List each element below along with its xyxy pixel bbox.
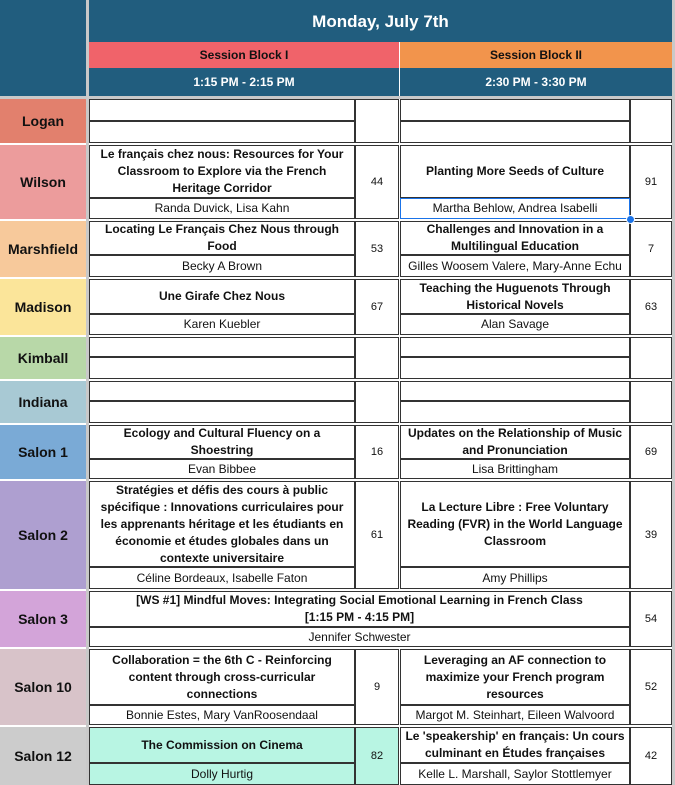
session2-title: Le 'speakership' en français: Un cours culminant en Études françaises [400,727,630,763]
session2-title [400,99,630,121]
grid-divider [0,96,675,99]
session1-authors: Becky A Brown [89,255,355,277]
session1-number [355,337,399,379]
workshop-title [89,591,630,627]
room-label: Salon 3 [0,591,86,647]
workshop-authors: Jennifer Schwester [89,627,630,647]
session2-authors [400,401,630,423]
session1-number: 61 [355,481,399,589]
session1-authors [89,401,355,423]
room-label: Salon 1 [0,425,86,479]
session1-number [355,381,399,423]
room-label: Madison [0,279,86,335]
room-label: Marshfield [0,221,86,277]
session1-number: 44 [355,145,399,219]
block1-time: 1:15 PM - 2:15 PM [89,68,399,96]
session1-title: Le français chez nous: Resources for Your Classroom to Explore via the French Heritage Corridor [89,145,355,198]
room-label: Logan [0,99,86,143]
session1-title: The Commission on Cinema [89,727,355,763]
session2-number: 91 [630,145,672,219]
session2-number [630,381,672,423]
session2-number: 69 [630,425,672,479]
session2-title: Planting More Seeds of Culture [400,145,630,198]
session2-authors [400,121,630,143]
session2-authors: Amy Phillips [400,567,630,589]
session1-authors: Bonnie Estes, Mary VanRoosendaal [89,705,355,725]
session2-title [400,337,630,357]
session1-authors: Evan Bibbee [89,459,355,479]
session2-title: Updates on the Relationship of Music and Pronunciation [400,425,630,459]
session2-number: 42 [630,727,672,785]
session1-title [89,381,355,401]
session1-title [89,99,355,121]
session1-number: 16 [355,425,399,479]
session1-authors [89,357,355,379]
session1-title: Une Girafe Chez Nous [89,279,355,314]
session2-number: 7 [630,221,672,277]
session1-title: Ecology and Cultural Fluency on a Shoestring [89,425,355,459]
session1-title: Stratégies et défis des cours à public spécifique : Innovations curriculaires pour les apprenants héritage et les étudiants en économie et études globales dans un contexte universitaire [89,481,355,567]
session1-title: Collaboration = the 6th C - Reinforcing content through cross-curricular connections [89,649,355,705]
selection-handle[interactable] [626,215,635,224]
session2-authors: Gilles Woosem Valere, Mary-Anne Echu [400,255,630,277]
room-label: Salon 2 [0,481,86,589]
session1-authors [89,121,355,143]
day-title: Monday, July 7th [89,0,672,42]
session1-authors: Dolly Hurtig [89,763,355,785]
session1-authors: Karen Kuebler [89,314,355,335]
session1-number: 82 [355,727,399,785]
grid-divider [86,0,89,785]
session2-authors: Margot M. Steinhart, Eileen Walvoord [400,705,630,725]
session2-title: Challenges and Innovation in a Multilingual Education [400,221,630,255]
session2-number [630,99,672,143]
block2-label: Session Block II [400,42,672,68]
room-label: Salon 10 [0,649,86,725]
session1-number: 9 [355,649,399,725]
session2-number: 63 [630,279,672,335]
session2-number [630,337,672,379]
session2-title: Leveraging an AF connection to maximize your French program resources [400,649,630,705]
session1-number: 67 [355,279,399,335]
room-label: Wilson [0,145,86,219]
session2-title [400,381,630,401]
session1-title [89,337,355,357]
session1-number: 53 [355,221,399,277]
session2-title: Teaching the Huguenots Through Historical Novels [400,279,630,314]
corner-cell [0,0,86,96]
session1-authors: Randa Duvick, Lisa Kahn [89,198,355,219]
session2-title: La Lecture Libre : Free Voluntary Reading (FVR) in the World Language Classroom [400,481,630,567]
session1-number [355,99,399,143]
session1-authors: Céline Bordeaux, Isabelle Faton [89,567,355,589]
session2-authors: Martha Behlow, Andrea Isabelli [400,198,630,219]
session2-authors: Kelle L. Marshall, Saylor Stottlemyer [400,763,630,785]
room-label: Kimball [0,337,86,379]
session2-number: 52 [630,649,672,725]
workshop-title-text: [WS #1] Mindful Moves: Integrating Social Emotional Learning in French Class [136,593,583,607]
block2-time: 2:30 PM - 3:30 PM [400,68,672,96]
block1-label: Session Block I [89,42,399,68]
session2-authors: Lisa Brittingham [400,459,630,479]
room-label: Indiana [0,381,86,423]
workshop-time: [1:15 PM - 4:15 PM] [304,610,415,624]
workshop-number: 54 [630,591,672,647]
session2-authors: Alan Savage [400,314,630,335]
room-label: Salon 12 [0,727,86,785]
session2-number: 39 [630,481,672,589]
session1-title: Locating Le Français Chez Nous through Food [89,221,355,255]
session2-authors [400,357,630,379]
